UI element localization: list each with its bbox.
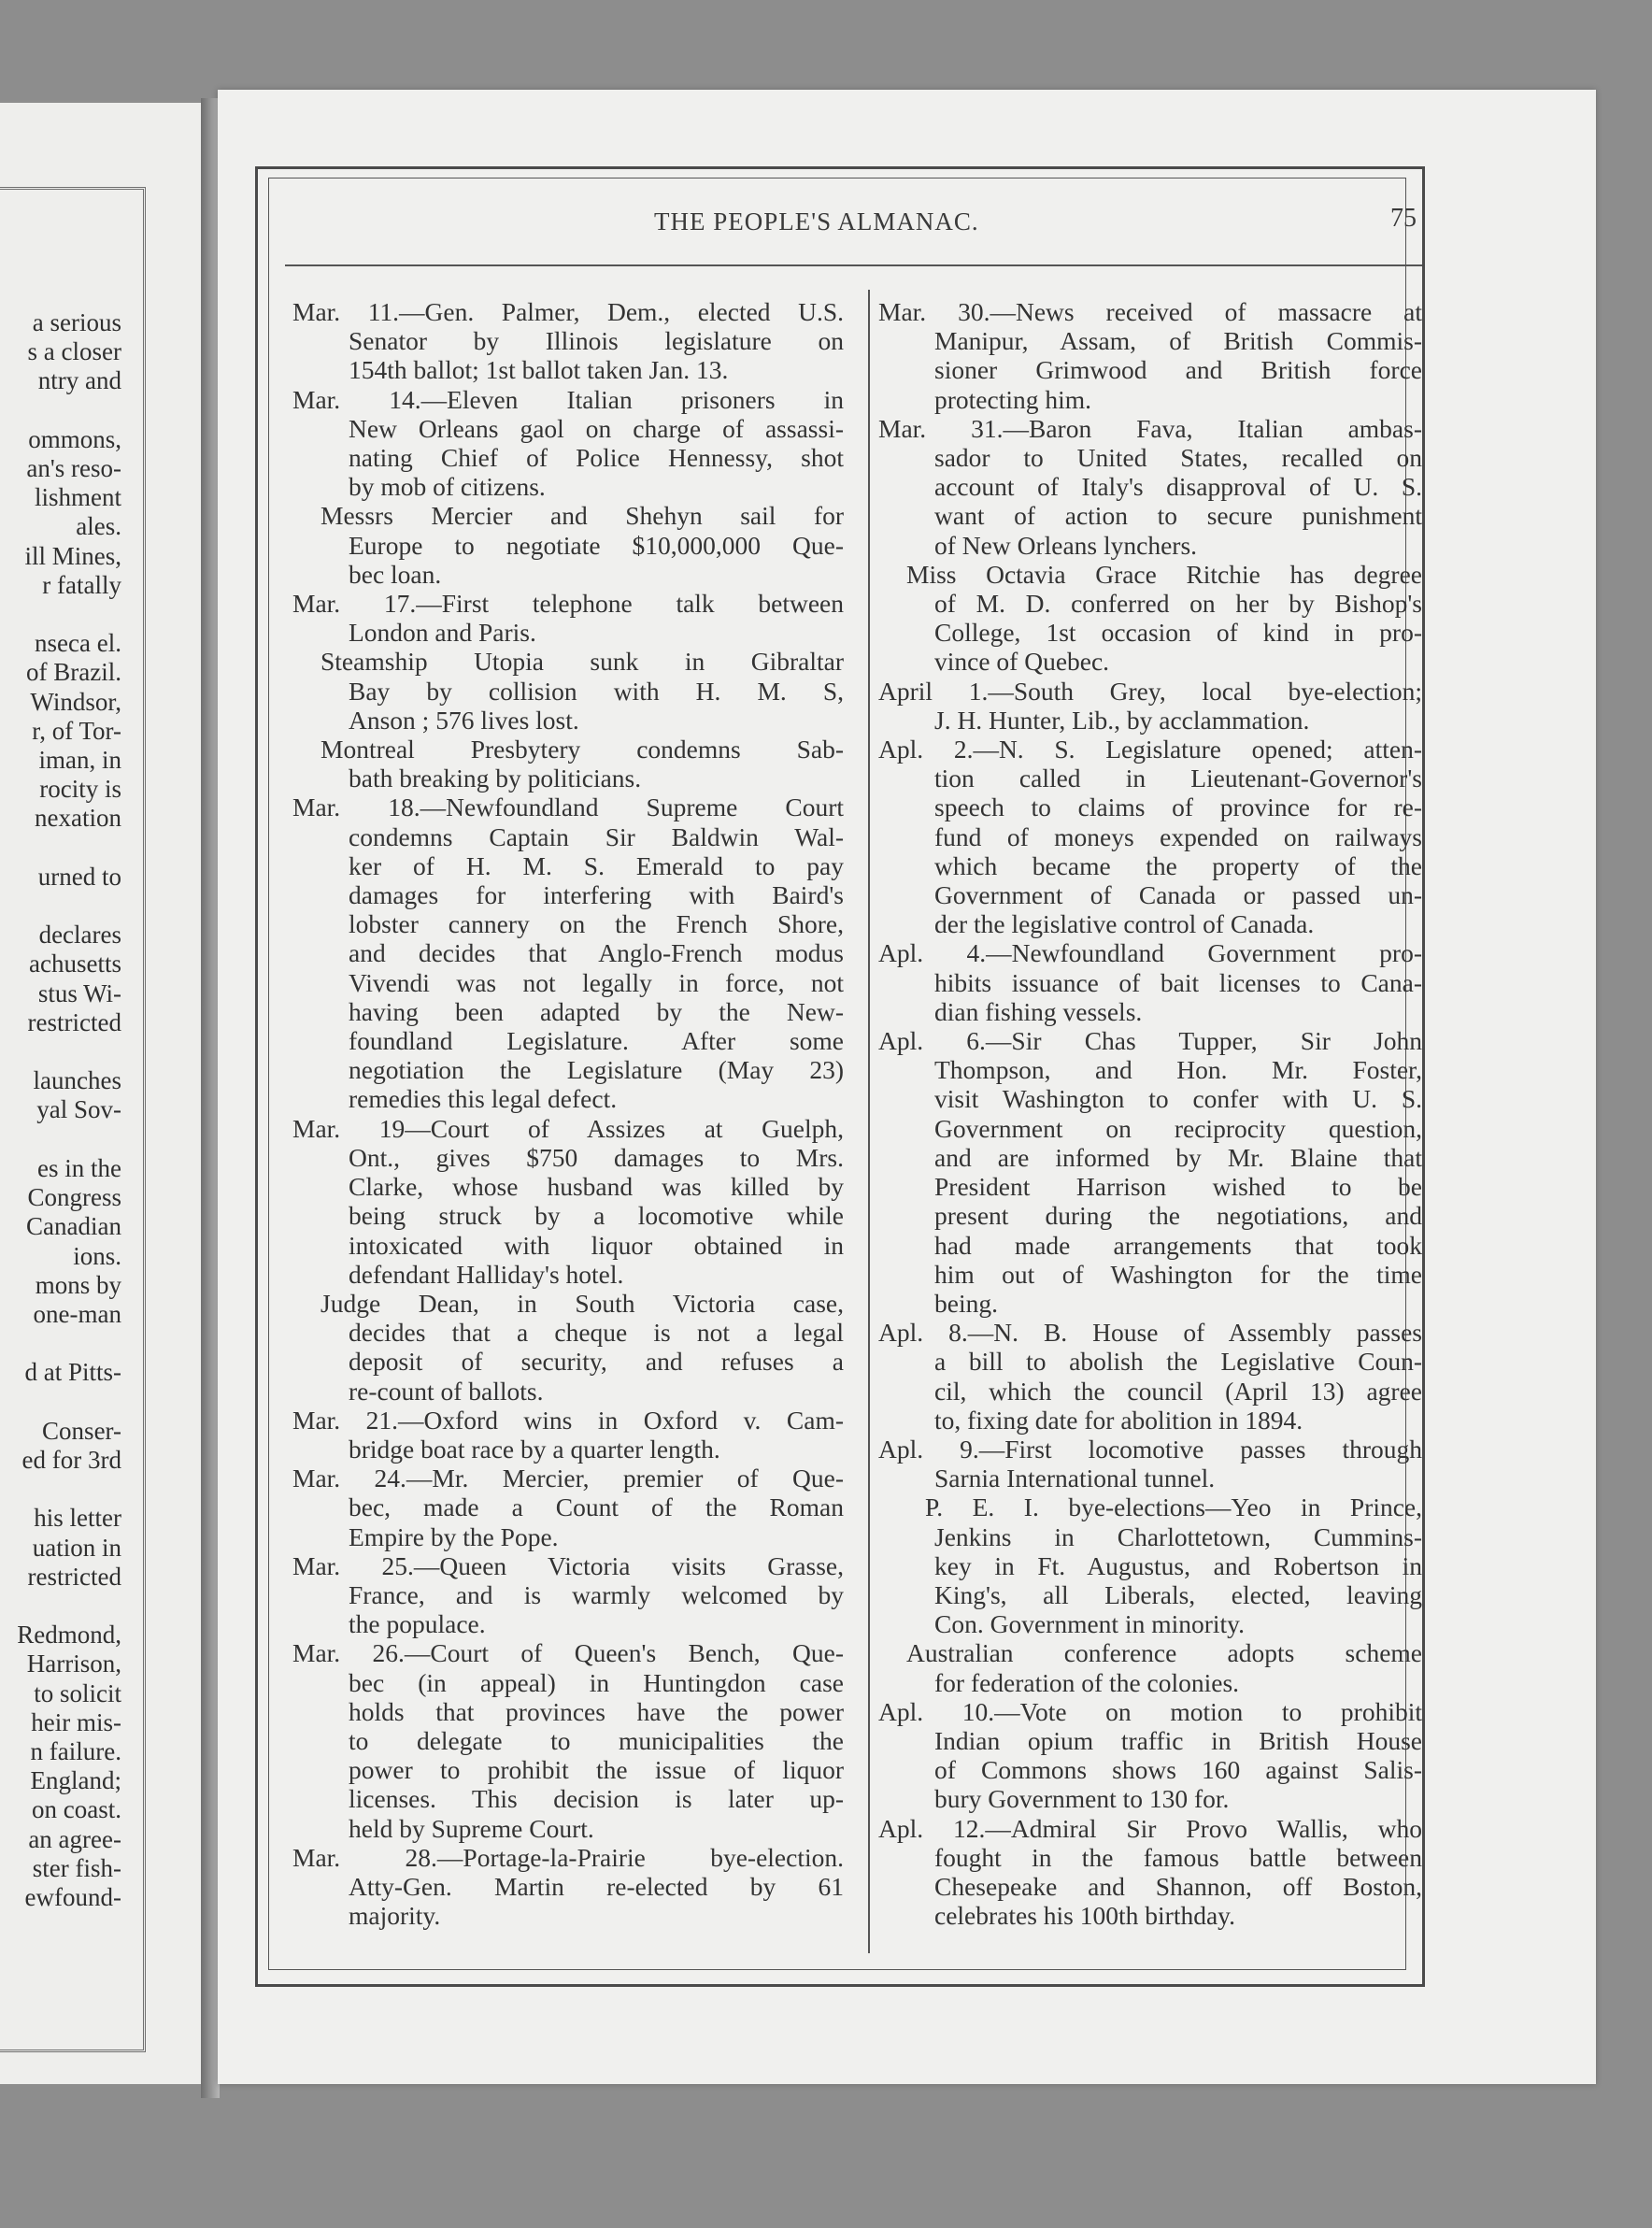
entry-line: want of action to secure punishment [934, 501, 1422, 531]
entry-line: of Commons shows 160 against Salis- [934, 1755, 1422, 1785]
entry-line: him out of Washington for the time [934, 1259, 1422, 1289]
entry-line: being. [934, 1288, 998, 1318]
entry-line: re-count of ballots. [349, 1376, 544, 1406]
entry-line: decides that a cheque is not a legal [349, 1318, 844, 1348]
entry-line: bec, made a Count of the Roman [349, 1492, 844, 1522]
facing-page-line: ed for 3rd [21, 1445, 121, 1474]
almanac-entry [292, 1114, 844, 1289]
entry-line: condemns Captain Sir Baldwin Wal- [349, 821, 844, 851]
facing-page-line: to solicit [34, 1678, 121, 1707]
facing-page-line: urned to [37, 862, 121, 891]
facing-page-line: ill Mines, [24, 541, 121, 570]
right-column [878, 297, 1422, 1930]
facing-page-line: r fatally [42, 570, 121, 599]
entry-line: for federation of the colonies. [934, 1667, 1240, 1697]
book-gutter [201, 98, 220, 2098]
facing-page-left [0, 103, 203, 2084]
entry-line: Anson ; 576 lives lost. [349, 705, 579, 735]
facing-page-line: restricted [27, 1007, 121, 1036]
facing-page-line: ewfound- [24, 1882, 121, 1911]
facing-page-line [0, 396, 121, 425]
facing-page-line: nseca el. [35, 629, 121, 658]
entry-line: Government of Canada or passed un- [934, 880, 1422, 910]
entry-line: Senator by Illinois legislature on [349, 326, 844, 356]
entry-line: dian fishing vessels. [934, 996, 1143, 1026]
entry-line: bec (in appeal) in Huntingdon case [349, 1667, 844, 1697]
entry-line: nating Chief of Police Hennessy, shot [349, 443, 844, 473]
entry-line: account of Italy's disapproval of U. S. [934, 472, 1422, 502]
entry-line: Miss Octavia Grace Ritchie has degree [906, 559, 1422, 589]
facing-page-line [0, 1388, 121, 1417]
entry-line: Vivendi was not legally in force, not [349, 967, 844, 997]
facing-page-line: mons by [35, 1270, 121, 1299]
entry-line: Apl. 12.—Admiral Sir Provo Wallis, who [878, 1813, 1422, 1843]
facing-page-line: on coast. [32, 1795, 121, 1824]
entry-line: foundland Legislature. After some [349, 1026, 844, 1056]
entry-line: Chesepeake and Shannon, off Boston, [934, 1871, 1422, 1901]
entry-line: licenses. This decision is later up- [349, 1784, 844, 1814]
facing-page-line [0, 834, 121, 863]
entry-line: remedies this legal defect. [349, 1084, 618, 1114]
entry-line: being struck by a locomotive while [349, 1201, 844, 1231]
entry-line: Apl. 2.—N. S. Legislature opened; atten- [878, 735, 1422, 764]
entry-line: P. E. I. bye-elections—Yeo in Prince, [925, 1492, 1422, 1522]
facing-page-line: stus Wi- [37, 978, 121, 1007]
almanac-entry [292, 793, 844, 1113]
almanac-entry [878, 1435, 1422, 1492]
almanac-entry [878, 297, 1422, 414]
entry-line: J. H. Hunter, Lib., by acclammation. [934, 705, 1310, 735]
entry-line: Apl. 10.—Vote on motion to prohibit [878, 1696, 1422, 1726]
facing-page-line: an's reso- [26, 454, 121, 483]
entry-line: Mar. 17.—First telephone talk between [292, 589, 844, 619]
facing-page-line: ommons, [28, 424, 121, 453]
almanac-entry [878, 938, 1422, 1026]
facing-page-line: nexation [35, 804, 121, 833]
entry-line: Empire by the Pope. [349, 1521, 559, 1551]
facing-page-line: heir mis- [31, 1707, 121, 1736]
facing-page-line: iman, in [38, 746, 121, 775]
almanac-entry [292, 385, 844, 502]
entry-line: Apl. 4.—Newfoundland Government pro- [878, 938, 1422, 968]
entry-line: present during the negotiations, and [934, 1201, 1422, 1231]
entry-line: 154th ballot; 1st ballot taken Jan. 13. [349, 355, 729, 385]
entry-line: Australian conference adopts scheme [906, 1638, 1422, 1668]
entry-line: Sarnia International tunnel. [934, 1464, 1216, 1493]
almanac-entry [292, 1464, 844, 1551]
entry-line: protecting him. [934, 384, 1092, 414]
entry-line: to, fixing date for abolition in 1894. [934, 1405, 1303, 1435]
almanac-entry [878, 1697, 1422, 1814]
almanac-entry [878, 1814, 1422, 1931]
entry-line: vince of Quebec. [934, 647, 1110, 677]
page-number: 75 [1390, 204, 1417, 233]
facing-page-line: restricted [27, 1562, 121, 1591]
entry-line: bury Government to 130 for. [934, 1784, 1230, 1814]
almanac-entry [878, 735, 1422, 938]
almanac-entry [878, 1638, 1422, 1696]
facing-page-line: rocity is [39, 775, 121, 804]
facing-page-line: Windsor, [30, 687, 121, 716]
entry-line: Apl. 9.—First locomotive passes through [878, 1434, 1422, 1464]
entry-line: der the legislative control of Canada. [934, 909, 1315, 939]
entry-line: having been adapted by the New- [349, 996, 844, 1026]
entry-line: Apl. 8.—N. B. House of Assembly passes [878, 1318, 1422, 1348]
almanac-entry [292, 501, 844, 589]
entry-line: sioner Grimwood and British force [934, 355, 1422, 385]
almanac-entry [878, 414, 1422, 560]
almanac-entry [292, 1551, 844, 1639]
entry-line: power to prohibit the issue of liquor [349, 1755, 844, 1785]
entry-line: Mar. 31.—Baron Fava, Italian ambas- [878, 413, 1422, 443]
almanac-entry [878, 560, 1422, 677]
entry-line: of M. D. conferred on her by Bishop's [934, 589, 1422, 619]
facing-page-line: ster fish- [32, 1853, 121, 1882]
entry-line: of New Orleans lynchers. [934, 530, 1198, 560]
column-divider [868, 290, 870, 1953]
facing-page-line: es in the [37, 1153, 121, 1182]
entry-line: key in Ft. Augustus, and Robertson in [934, 1550, 1422, 1580]
entry-line: intoxicated with liquor obtained in [349, 1230, 844, 1260]
entry-line: and decides that Anglo-French modus [349, 938, 844, 968]
entry-line: New Orleans gaol on charge of assassi- [349, 413, 844, 443]
header-rule [285, 264, 1422, 266]
entry-line: King's, all Liberals, elected, leaving [934, 1579, 1422, 1609]
facing-page-line: Congress [27, 1183, 121, 1212]
entry-line: a bill to abolish the Legislative Coun- [934, 1347, 1422, 1377]
entry-line: the populace. [349, 1609, 486, 1639]
almanac-entry [292, 1289, 844, 1406]
facing-page-line: declares [38, 921, 121, 950]
entry-line: April 1.—South Grey, local bye-election; [878, 676, 1422, 706]
entry-line: Judge Dean, in South Victoria case, [320, 1288, 844, 1318]
entry-line: and are informed by Mr. Blaine that [934, 1142, 1422, 1172]
facing-page-line: Conser- [42, 1416, 121, 1445]
facing-page-line: achusetts [29, 950, 121, 978]
entry-line: majority. [349, 1901, 441, 1931]
entry-line: Mar. 11.—Gen. Palmer, Dem., elected U.S. [292, 297, 844, 326]
entry-line: hibits issuance of bait licenses to Cana- [934, 967, 1422, 997]
facing-page-line [0, 600, 121, 629]
entry-line: Con. Government in minority. [934, 1609, 1246, 1639]
entry-line: Government on reciprocity question, [934, 1113, 1422, 1143]
facing-page-line: yal Sov- [36, 1095, 121, 1124]
entry-line: to delegate to municipalities the [349, 1725, 844, 1755]
entry-line: Clarke, whose husband was killed by [349, 1172, 844, 1202]
facing-page-line: lishment [35, 483, 121, 512]
facing-page-line: ales. [76, 512, 121, 541]
facing-page-line [0, 1125, 121, 1154]
almanac-entry [878, 1318, 1422, 1435]
entry-line: fund of moneys expended on railways [934, 821, 1422, 851]
almanac-entry [292, 1638, 844, 1842]
running-head: THE PEOPLE'S ALMANAC. [654, 207, 979, 236]
entry-line: Manipur, Assam, of British Commis- [934, 326, 1422, 356]
entry-line: Mar. 24.—Mr. Mercier, premier of Que- [292, 1464, 844, 1493]
entry-line: Apl. 6.—Sir Chas Tupper, Sir John [878, 1026, 1422, 1056]
entry-line: ker of H. M. S. Emerald to pay [349, 850, 844, 880]
facing-page-line: Redmond, [17, 1621, 121, 1650]
entry-line: deposit of security, and refuses a [349, 1347, 844, 1377]
facing-page-line [0, 1037, 121, 1066]
entry-line: France, and is warmly welcomed by [349, 1579, 844, 1609]
facing-page-line: one-man [33, 1299, 121, 1328]
entry-line: fought in the famous battle between [934, 1842, 1422, 1872]
almanac-entry [878, 1492, 1422, 1638]
entry-line: Thompson, and Hon. Mr. Foster, [934, 1055, 1422, 1085]
entry-line: cil, which the council (April 13) agree [934, 1376, 1422, 1406]
facing-page-line: Canadian [26, 1212, 121, 1241]
entry-line: Steamship Utopia sunk in Gibraltar [320, 647, 844, 677]
entry-line: Mar. 14.—Eleven Italian prisoners in [292, 384, 844, 414]
almanac-entry [292, 1843, 844, 1931]
entry-line: bridge boat race by a quarter length. [349, 1434, 720, 1464]
entry-line: Indian opium traffic in British House [934, 1725, 1422, 1755]
almanac-entry [878, 1026, 1422, 1318]
entry-line: speech to claims of province for re- [934, 793, 1422, 822]
entry-line: bath breaking by politicians. [349, 764, 642, 793]
entry-line: by mob of citizens. [349, 472, 546, 502]
facing-page-line: launches [33, 1066, 121, 1095]
facing-page-line [0, 1592, 121, 1621]
entry-line: Ont., gives $750 damages to Mrs. [349, 1142, 844, 1172]
facing-page-line: of Brazil. [26, 658, 121, 687]
entry-line: Mar. 25.—Queen Victoria visits Grasse, [292, 1550, 844, 1580]
entry-line: President Harrison wished to be [934, 1172, 1422, 1202]
facing-page-line [0, 1475, 121, 1504]
facing-page-line: d at Pitts- [24, 1358, 121, 1387]
entry-line: Bay by collision with H. M. S, [349, 676, 844, 706]
facing-page-line: a serious [32, 308, 121, 336]
entry-line: which became the property of the [934, 850, 1422, 880]
almanac-entry [878, 677, 1422, 735]
entry-line: had made arrangements that took [934, 1230, 1422, 1260]
entry-line: College, 1st occasion of kind in pro- [934, 618, 1422, 648]
entry-line: celebrates his 100th birthday. [934, 1901, 1236, 1931]
facing-page-line: s a closer [27, 337, 121, 366]
left-column [292, 297, 844, 1930]
entry-line: Mar. 18.—Newfoundland Supreme Court [292, 793, 844, 822]
almanac-entry [292, 297, 844, 385]
almanac-entry [292, 647, 844, 735]
facing-page-line: r, of Tor- [32, 716, 121, 745]
entry-line: Mar. 30.—News received of massacre at [878, 297, 1422, 326]
entry-line: sador to United States, recalled on [934, 443, 1422, 473]
almanac-entry [292, 1406, 844, 1464]
facing-page-line: Harrison, [26, 1650, 121, 1678]
facing-page-line: an agree- [28, 1824, 121, 1853]
entry-line: Europe to negotiate $10,000,000 Que- [349, 530, 844, 560]
almanac-entry [292, 589, 844, 647]
entry-line: negotiation the Legislature (May 23) [349, 1055, 844, 1085]
entry-line: Mar. 28.—Portage-la-Prairie bye-election. [292, 1842, 844, 1872]
entry-line: Messrs Mercier and Shehyn sail for [320, 501, 844, 531]
entry-line: visit Washington to confer with U. S. [934, 1084, 1422, 1114]
entry-line: lobster cannery on the French Shore, [349, 909, 844, 939]
entry-line: held by Supreme Court. [349, 1813, 594, 1843]
almanac-entry [292, 735, 844, 793]
entry-line: Mar. 19—Court of Assizes at Guelph, [292, 1113, 844, 1143]
facing-page-line: his letter [34, 1504, 121, 1533]
facing-page-text [0, 308, 121, 1912]
facing-page-line [0, 892, 121, 921]
facing-page-line: ntry and [37, 366, 121, 395]
entry-line: damages for interfering with Baird's [349, 880, 844, 910]
facing-page-line: England; [30, 1766, 121, 1795]
facing-page-line [0, 1329, 121, 1358]
entry-line: defendant Halliday's hotel. [349, 1259, 624, 1289]
entry-line: London and Paris. [349, 618, 536, 648]
entry-line: Mar. 21.—Oxford wins in Oxford v. Cam- [292, 1405, 844, 1435]
entry-line: Mar. 26.—Court of Queen's Bench, Que- [292, 1638, 844, 1668]
entry-line: tion called in Lieutenant-Governor's [934, 764, 1422, 793]
entry-line: Montreal Presbytery condemns Sab- [320, 735, 844, 764]
entry-line: Atty-Gen. Martin re-elected by 61 [349, 1871, 844, 1901]
facing-page-line: n failure. [30, 1736, 121, 1765]
entry-line: Jenkins in Charlottetown, Cummins- [934, 1521, 1422, 1551]
entry-line: holds that provinces have the power [349, 1696, 844, 1726]
facing-page-line: ions. [73, 1241, 121, 1270]
facing-page-line: uation in [32, 1533, 121, 1562]
entry-line: bec loan. [349, 559, 442, 589]
